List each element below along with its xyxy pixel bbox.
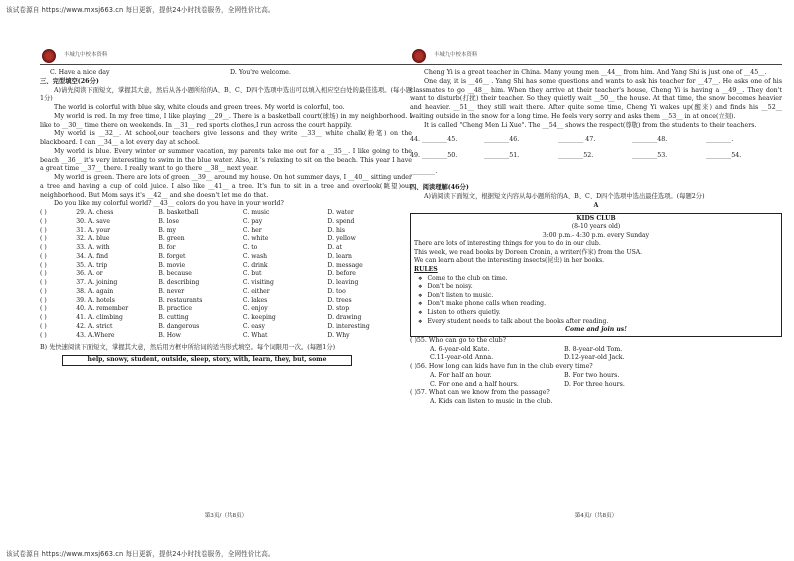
option-choice[interactable]: C. music — [242, 209, 270, 216]
rule-item: ❖ Don't listen to music. — [414, 292, 778, 301]
club-title: KIDS CLUB — [576, 214, 616, 222]
option-row — [40, 270, 412, 279]
option-choice[interactable]: D. water — [327, 209, 354, 216]
option-choice[interactable]: D. leaving — [327, 279, 359, 286]
page-3 — [40, 48, 412, 520]
option-choice[interactable]: D. his — [327, 226, 345, 234]
answer-blank[interactable]: 49. ________50. — [410, 152, 458, 160]
answer-bracket[interactable]: ( ) — [40, 331, 47, 339]
options-table — [40, 209, 412, 340]
answer-bracket[interactable]: ( ) — [40, 314, 47, 321]
club-age: (8-10 years old) — [571, 223, 621, 231]
option-choice[interactable]: B. restaurants — [158, 296, 203, 304]
option[interactable]: A. Kids can listen to music in the club. — [430, 398, 553, 406]
school-seal-icon — [42, 49, 56, 63]
option-choice[interactable]: 37. A. joining — [76, 279, 118, 286]
sectionB-instruction: B) 先快速阅读下面短文，掌握其大意，然后用方框中所给词的适当形式填空。每个词限用一次。(每题1分) — [40, 344, 336, 352]
rule-item: ❖ Every student needs to talk about the books after reading. — [414, 318, 778, 327]
option-choice[interactable]: D. too — [327, 287, 346, 295]
option-row — [40, 262, 412, 271]
passage-paragraph: Do you like my colorful world? __43__ colors do you have in your world? — [54, 200, 284, 208]
answer-bracket[interactable]: ( ) — [40, 305, 47, 313]
option[interactable]: C.11-year-old Anna. — [430, 354, 494, 362]
rule-item: ❖ Don't make phone calls when reading. — [414, 300, 778, 309]
answer-bracket[interactable]: ( ) — [40, 270, 47, 278]
option-row — [40, 235, 412, 244]
option-choice[interactable]: B. movie — [158, 261, 186, 269]
option-row — [40, 218, 412, 227]
page-4 — [410, 48, 782, 520]
page-header — [40, 48, 412, 65]
option-choice[interactable]: C. her — [242, 226, 262, 234]
option[interactable]: D.12-year-old Jack. — [564, 354, 625, 362]
option-choice[interactable]: B. basketball — [158, 209, 199, 216]
option-choice[interactable]: B. never — [158, 287, 185, 295]
option[interactable]: B. For two hours. — [564, 371, 620, 379]
answer-bracket[interactable]: ( ) — [40, 252, 47, 260]
option-choice[interactable]: 31. A. your — [76, 226, 111, 234]
rules-title: RULES — [414, 266, 438, 274]
option-row — [40, 332, 412, 341]
passage-paragraph: It is called "Cheng Men Li Xue". The __54__ shows the respect(尊敬) from the students to their teachers. — [424, 121, 757, 129]
option-choice[interactable]: 30. A. save — [76, 217, 110, 225]
option-choice[interactable]: C. wash — [242, 252, 268, 260]
answer-bracket[interactable]: ( ) — [40, 209, 47, 216]
option-choice[interactable]: C. pay — [242, 217, 263, 225]
option-choice[interactable]: B. because — [158, 270, 192, 278]
option[interactable]: A. 6-year-old Kate. — [430, 345, 490, 353]
option-choice[interactable]: D. Why — [327, 331, 350, 339]
option-choice[interactable]: D. interesting — [327, 322, 370, 330]
option-row — [40, 244, 412, 253]
source-header-line: 该试卷源自 https://www.mxsj663.cn 每日更新，提供24小时找卷服务，全网性价比高。 — [6, 6, 275, 14]
option-choice[interactable]: B. dangerous — [158, 322, 200, 330]
option-choice[interactable]: 39. A. hotels — [76, 296, 115, 304]
option-choice[interactable]: 36. A. or — [76, 270, 103, 278]
option-row — [40, 209, 412, 218]
question-57: ( )57. What can we know from the passage? A. Kids can listen to music in the club. — [410, 389, 782, 407]
option-choice[interactable]: C. keeping — [242, 314, 276, 321]
option-choice[interactable]: D. before — [327, 270, 356, 278]
option-choice[interactable]: D. at — [327, 244, 343, 251]
option-choice[interactable]: B. green — [158, 235, 185, 243]
option-choice[interactable]: B. cutting — [158, 314, 189, 321]
passage-letter: A — [593, 201, 599, 209]
option-choice[interactable]: C. white — [242, 235, 269, 243]
option-choice[interactable]: B. forget — [158, 252, 186, 260]
option[interactable]: C. For one and a half hours. — [430, 380, 519, 388]
answer-blank[interactable]: ________52. — [558, 152, 594, 160]
option-row — [40, 279, 412, 288]
school-seal-icon — [412, 49, 426, 63]
answer-blank[interactable]: ________51. — [484, 152, 520, 160]
passage-paragraph: My world is green. There are lots of green __39__ around my house. On hot summer days, I __40__ sitting under a tree and having a cup of cold juice. I also like __41__ a tree. It's fun to sit in a tree and overlook(眺望)our neighborhood. But Mom says it's __42__ and she doesn't let me do that. — [40, 174, 412, 199]
source-footer-line: 该试卷源自 https://www.mxsj663.cn 每日更新，提供24小时找卷服务，全网性价比高。 — [6, 550, 275, 558]
section4-title: 四、阅读理解(46分) — [410, 184, 469, 192]
section3-instruction: A)请先阅读下面短文，掌握其大意，然后从各小题所给的A、B、C、D四个选项中选出可以填入相应空白处的最佳选项。(每小题1分) — [40, 86, 412, 103]
option-choice[interactable]: C. enjoy — [242, 305, 268, 313]
club-line: There are lots of interesting things for you to do in our club. — [414, 240, 601, 248]
answer-blank[interactable]: ________ 47. — [558, 136, 596, 144]
option-choice[interactable]: 41. A. climbing — [76, 314, 123, 321]
option-row — [40, 314, 412, 323]
option-choice[interactable]: B. my — [158, 226, 176, 234]
option[interactable]: B. 8-year-old Tom. — [564, 345, 623, 353]
option-choice[interactable]: C. visiting — [242, 279, 274, 286]
page-number: 第3页/（共8页） — [204, 513, 248, 519]
option-choice[interactable]: 35. A. trip — [76, 261, 108, 269]
option-choice[interactable]: D. spend — [327, 217, 355, 225]
option-choice[interactable]: B. lose — [158, 217, 180, 225]
answer-bracket[interactable]: ( ) — [40, 235, 47, 243]
header-title: 丰城九中校本资料 — [64, 52, 108, 58]
previous-options: C. Have a nice day D. You're welcome. — [50, 69, 291, 76]
option-row — [40, 305, 412, 314]
question-55: ( )55. Who can go to the club? A. 6-year-old Kate. B. 8-year-old Tom. C.11-year-old Anna. D.12-year-old Jack. — [410, 337, 782, 363]
page-number: 第4页/（共8页） — [574, 513, 618, 519]
section3-title: 三、完型填空(26分) — [40, 77, 99, 85]
option-choice[interactable]: C. What — [242, 331, 268, 339]
answer-blank[interactable]: ________48. — [632, 136, 668, 144]
option-row — [40, 253, 412, 262]
rule-item: ❖ Listen to others quietly. — [414, 309, 778, 318]
option-choice[interactable]: 40. A. remember — [76, 305, 129, 313]
option-choice[interactable]: C. drink — [242, 261, 268, 269]
answer-bracket[interactable]: ( ) — [40, 287, 47, 295]
answer-bracket[interactable]: ( ) — [40, 226, 47, 234]
option-choice[interactable]: B. How — [158, 331, 181, 339]
option-choice[interactable]: C. to — [242, 244, 258, 251]
club-closing: Come and join us! — [565, 326, 627, 334]
passage-paragraph: My world is __32__. At school,our teachers give lessons and they write __33__ white chalk(粉笔) on the blackboard. I can __34__ a lot every day at school. — [40, 130, 412, 146]
rule-item: ❖ Don't be noisy. — [414, 283, 778, 292]
passage-paragraph: One day, it is __46__ . Yang Shi has some questions and wants to ask his teacher for __47__. He asks one of his classmates to go __48__ him. When they arrive at their teacher's house, Cheng Yi is having a __49__. They don't want to disturb(打扰) their teacher. So they quietly wait __50__ the house. At that time, the snow becomes heavier and heavier. __51__ they still wait there. After quite some time, Cheng Yi wakes up(醒来) and finds his __52__ waiting outside in the snow for a long time. He feels very sorry and asks them __53__ in at once(立刻). — [410, 77, 782, 120]
option-choice[interactable]: B. describing — [158, 279, 200, 286]
option[interactable]: A. For half an hour. — [430, 371, 492, 379]
answer-blank[interactable]: ________54. — [706, 152, 742, 160]
header-title: 丰城九中校本资料 — [434, 52, 478, 58]
answer-blanks — [410, 136, 782, 184]
option-choice[interactable]: 42. A. strict — [76, 322, 113, 330]
word-box: help, snowy, student, outside, sleep, story, with, learn, they, but, some — [62, 355, 352, 366]
answer-blank[interactable]: ________53. — [632, 152, 668, 160]
answer-blank[interactable]: ________. — [410, 168, 438, 176]
rule-item: ❖ Come to the club on time. — [414, 275, 778, 284]
option-choice[interactable]: C. but — [242, 270, 262, 278]
option-choice[interactable]: D. yellow — [327, 235, 356, 243]
option-row — [40, 227, 412, 236]
answer-bracket[interactable]: ( ) — [40, 261, 47, 269]
option-choice[interactable]: B. practice — [158, 305, 192, 313]
option-choice[interactable]: D. stop — [327, 305, 350, 313]
option-choice[interactable]: D. learn — [327, 252, 352, 260]
option-choice[interactable]: D. drawing — [327, 314, 362, 321]
passage-paragraph: Cheng Yi is a great teacher in China. Many young men __44__ from him. And Yang Shi is just one of __45__. — [424, 69, 767, 76]
option-choice[interactable]: 43. A.Where — [76, 331, 115, 339]
option-choice[interactable]: D. trees — [327, 296, 352, 304]
option[interactable]: D. For three hours. — [564, 380, 625, 388]
section4-instruction: A)请阅读下面短文，根据短文内容从每小题所给的A、B、C、D四个选项中选出最佳选项。(每题2分) — [424, 193, 705, 200]
question-56: ( )56. How long can kids have fun in the club every time? A. For half an hour. B. For two hours. C. For one and a half hours. D. For three hours. — [410, 363, 782, 389]
page-header — [410, 48, 782, 65]
option-choice[interactable]: 29. A. chess — [76, 209, 114, 216]
club-line: This week, we read books by Doreen Cronin, a writer(作家) from the USA. — [414, 248, 643, 256]
option-choice[interactable]: 32. A. blue — [76, 235, 110, 243]
passage-paragraph: My world is red. In my free time, I like playing __29__. There is a basketball court(球场) in my neighborhood. I like to __30__ time there on weekends. In __31__ red sports clothes,I run across the court happily. — [40, 112, 412, 129]
answer-bracket[interactable]: ( ) — [40, 322, 47, 330]
answer-blank[interactable]: 44. ________45. — [410, 136, 458, 144]
club-line: We can learn about the interesting insects(昆虫) in her books. — [414, 257, 605, 265]
answer-bracket[interactable]: ( ) — [40, 217, 47, 225]
passage-paragraph: The world is colorful with blue sky, white clouds and green trees. My world is colorful, too. — [54, 104, 345, 111]
answer-blank[interactable]: ________46. — [484, 136, 520, 144]
option-row — [40, 323, 412, 332]
option-choice[interactable]: D. message — [327, 261, 363, 269]
answer-bracket[interactable]: ( ) — [40, 279, 47, 286]
passage-paragraph: My world is blue. Every winter or summer vacation, my parents take me out for a __35__. I like going to the beach __36__ it's very interesting to swim in the blue water. Also, it 's relaxing to sit on the beach. This year I have a great time __37__ there. I really want to go there __38__ next year. — [40, 147, 412, 173]
option-choice[interactable]: B. for — [158, 244, 176, 251]
answer-bracket[interactable]: ( ) — [40, 296, 47, 304]
option-choice[interactable]: 38. A. again — [76, 287, 114, 295]
option-choice[interactable]: C. either — [242, 287, 270, 295]
option-choice[interactable]: C. easy — [242, 322, 266, 330]
answer-bracket[interactable]: ( ) — [40, 244, 47, 251]
option-choice[interactable]: C. lakes — [242, 296, 268, 304]
option-choice[interactable]: 33. A. with — [76, 244, 110, 251]
kids-club-box — [410, 213, 782, 337]
option-row — [40, 288, 412, 297]
option-choice[interactable]: 34. A. find — [76, 252, 109, 260]
answer-blank[interactable]: ________. — [706, 136, 734, 144]
club-time: 3:00 p.m.- 4:30 p.m. every Sunday — [542, 231, 650, 239]
option-row — [40, 297, 412, 306]
